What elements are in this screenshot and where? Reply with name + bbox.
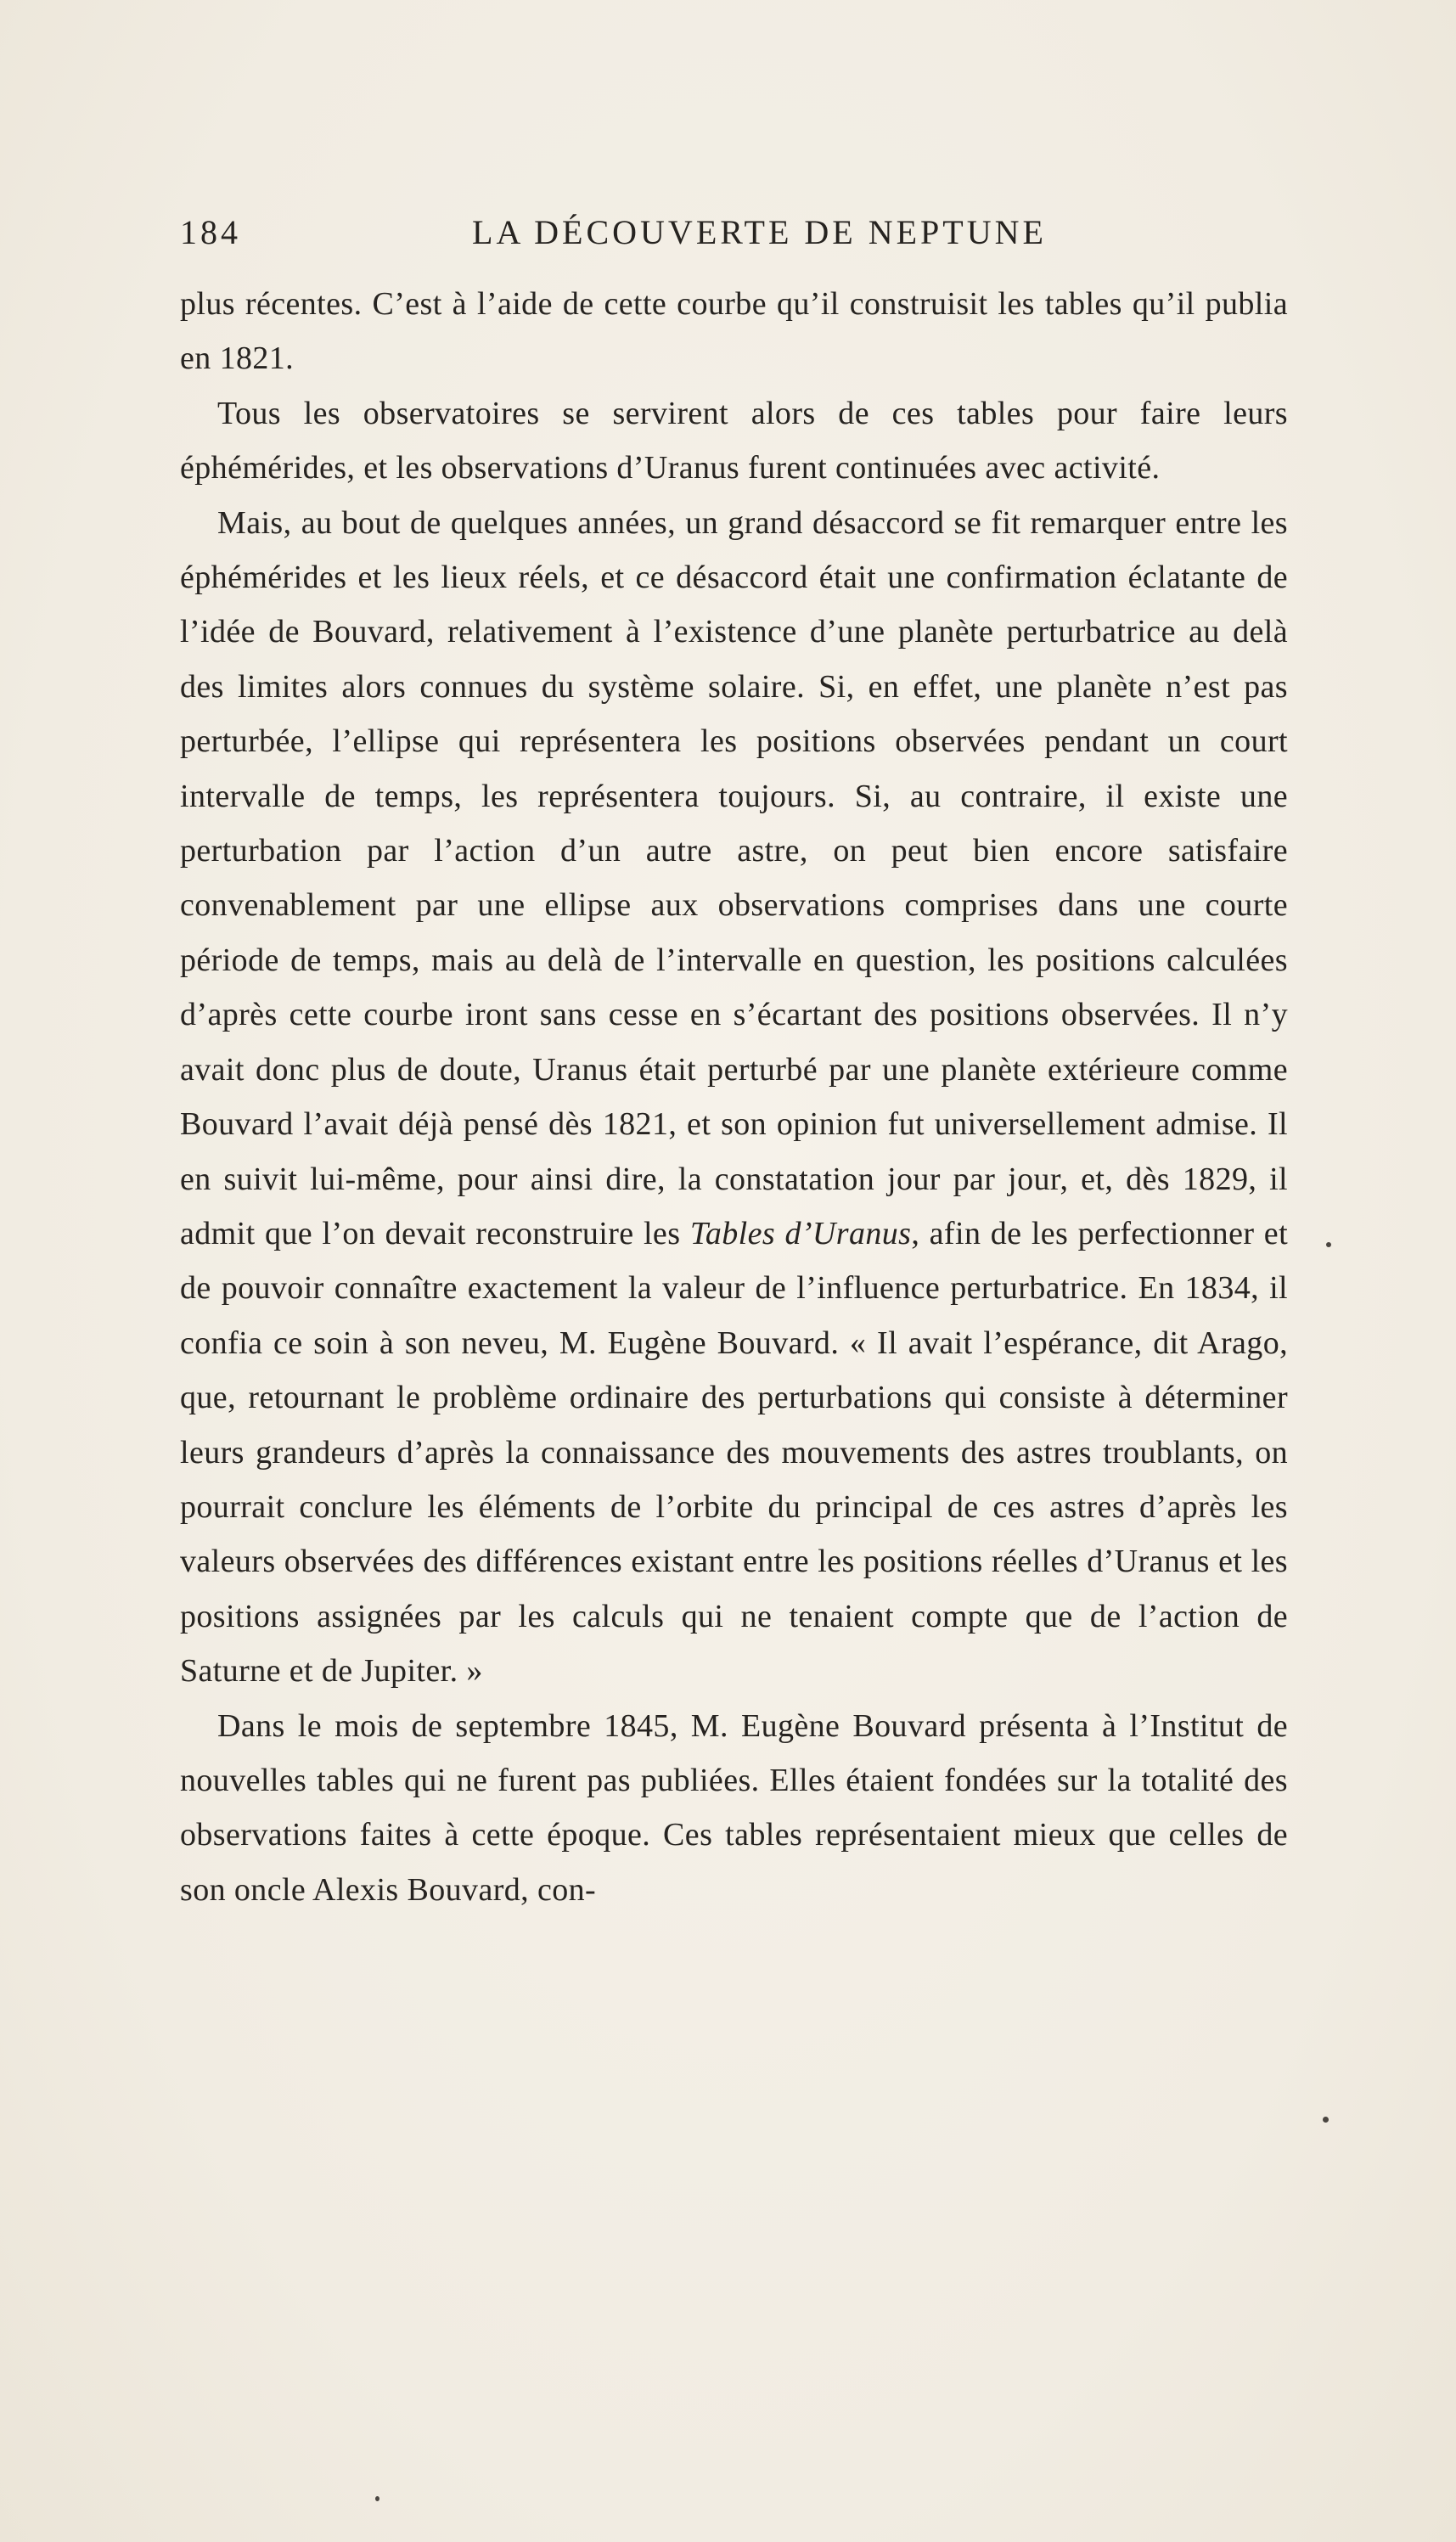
paragraph-3 (180, 496, 1288, 1699)
paragraph-4: Dans le mois de septembre 1845, M. Eugène Bouvard présenta à l’Institut de nouvelles tables qui ne furent pas publiées. Elles étaient fondées sur la totalité des observations faites à cette époque. Ces tables représentaient mieux que celles de son oncle Alexis Bouvard, con- (180, 1707, 1288, 1908)
body-text (180, 277, 1288, 1917)
paragraph-2: Tous les observatoires se servirent alors de ces tables pour faire leurs éphémérides, et les observations d’Uranus furent continuées avec activité. (180, 395, 1288, 486)
ink-speck (1326, 1242, 1331, 1247)
running-title: LA DÉCOUVERTE DE NEPTUNE (472, 213, 1047, 251)
paragraph-3-text-a: Mais, au bout de quelques années, un grand désaccord se fit remarquer entre les éphémérides et les lieux réels, et ce désaccord était une confirmation éclatante de l’idée de Bouvard, relativement à l’existence d’une planète perturbatrice au delà des limites alors connues du système solaire. Si, en effet, une planète n’est pas perturbée, l’ellipse qui représentera les positions observées pendant un court intervalle de temps, les représentera toujours. Si, au contraire, il existe une perturbation par l’action d’un autre astre, on peut bien encore satisfaire convenablement par une ellipse aux observations comprises dans une courte période de temps, mais au delà de l’intervalle en question, les positions calculées d’après cette courbe iront sans cesse en s’écartant des positions observées. Il n’y avait donc plus de doute, Uranus était perturbé par une planète extérieure comme Bouvard l’avait déjà pensé dès 1821, et son opinion fut universellement admise. Il en suivit lui-même, pour ainsi dire, la constatation jour par jour, et, dès 1829, il admit que l’on devait reconstruire les (180, 504, 1288, 1251)
paragraph-3-text-b: , afin de les perfectionner et de pouvoir connaître exactement la valeur de l’influence perturbatrice. En 1834, il confia ce soin à son neveu, M. Eugène Bouvard. « Il avait l’espérance, dit Arago, que, retournant le problème ordinaire des perturbations qui consiste à déterminer leurs grandeurs d’après la connaissance des mouvements des astres troublants, on pourrait conclure les éléments de l’orbite du principal de ces astres d’après les valeurs observées des différences existant entre les positions réelles d’Uranus et les positions assignées par les calculs qui ne tenaient compte que de l’action de Saturne et de Jupiter. » (180, 1215, 1289, 1690)
page-number: 184 (180, 213, 241, 251)
italic-title-tables-uranus: Tables d’Uranus (689, 1215, 912, 1251)
ink-speck (1323, 2117, 1329, 2123)
paragraph-1: plus récentes. C’est à l’aide de cette courbe qu’il construisit les tables qu’il publia en 1821. (180, 286, 1288, 377)
running-head (180, 212, 1288, 255)
ink-speck (375, 2496, 379, 2501)
